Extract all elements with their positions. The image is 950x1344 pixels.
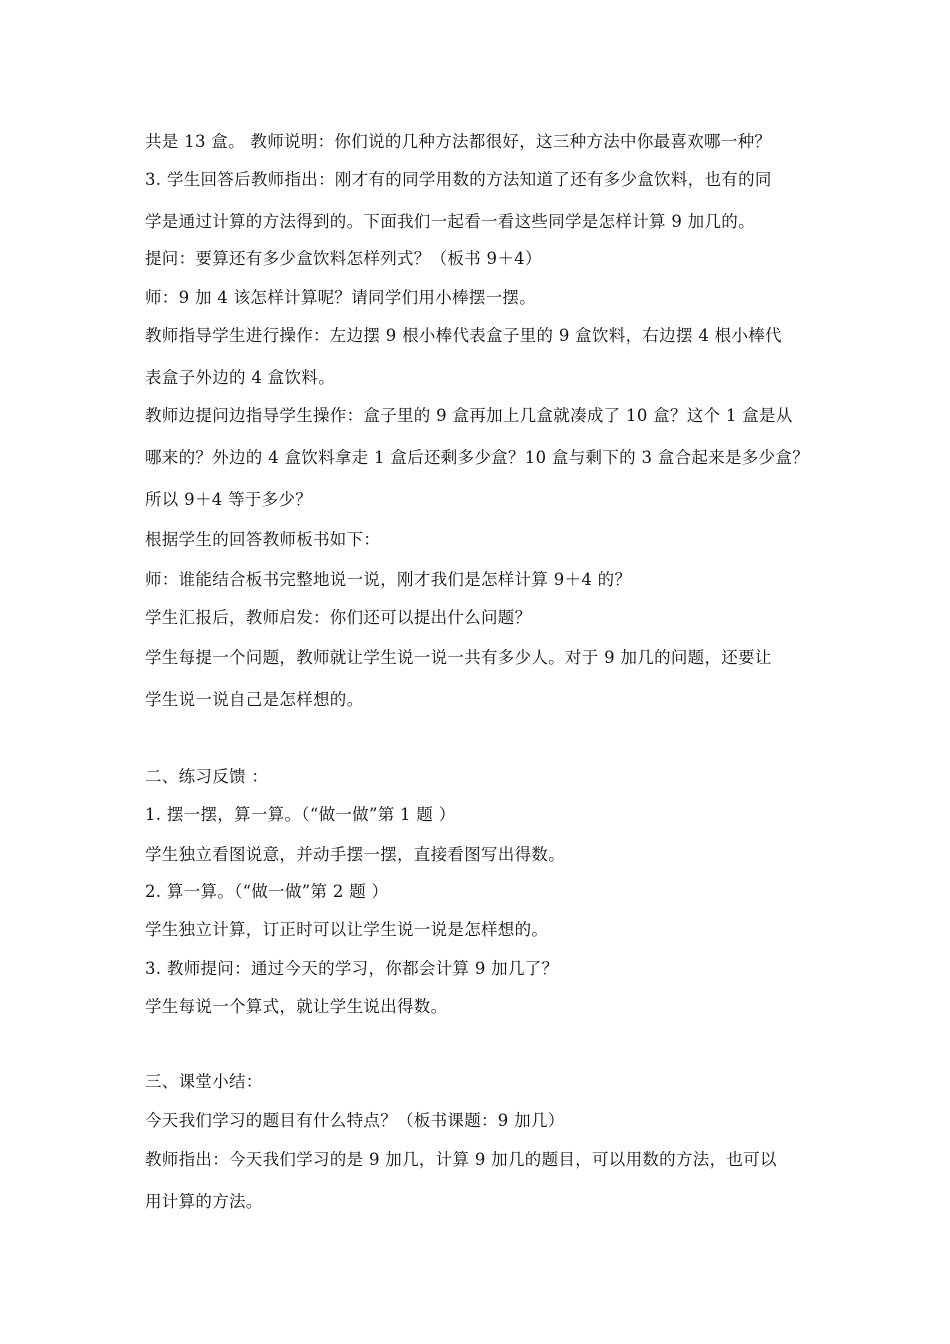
text-line: 学是通过计算的方法得到的。下面我们一起看一看这些同学是怎样计算 9 加几的。 xyxy=(145,212,755,231)
text-line: 教师边提问边指导学生操作：盒子里的 9 盒再加上几盒就凑成了 10 盒？这个 1 盒是从 xyxy=(145,406,793,425)
text-line: 1. 摆一摆，算一算。（“做一做”第 1 题 ） xyxy=(145,805,456,824)
text-line: 学生说一说自己是怎样想的。 xyxy=(145,690,364,709)
text-line: 提问：要算还有多少盒饮料怎样列式？（板书 9＋4） xyxy=(145,249,542,268)
text-line: 用计算的方法。 xyxy=(145,1192,263,1211)
text-line: 师：9 加 4 该怎样计算呢？请同学们用小棒摆一摆。 xyxy=(145,288,537,307)
text-line: 三、课堂小结： xyxy=(145,1072,263,1091)
text-line: 哪来的？外边的 4 盒饮料拿走 1 盒后还剩多少盒？10 盒与剩下的 3 盒合起来是多少盒？ xyxy=(145,448,810,467)
text-line: 3. 教师提问：通过今天的学习，你都会计算 9 加几了？ xyxy=(145,959,559,978)
text-line: 学生汇报后，教师启发：你们还可以提出什么问题？ xyxy=(145,608,532,627)
text-line: 根据学生的回答教师板书如下： xyxy=(145,530,381,549)
text-line: 3. 学生回答后教师指出：刚才有的同学用数的方法知道了还有多少盒饮料，也有的同 xyxy=(145,170,772,189)
text-line: 学生每说一个算式，就让学生说出得数。 xyxy=(145,997,448,1016)
text-line: 2. 算一算。（“做一做”第 2 题 ） xyxy=(145,882,389,901)
text-line: 共是 13 盒。 教师说明：你们说的几种方法都很好，这三种方法中你最喜欢哪一种？ xyxy=(145,132,772,151)
text-line: 教师指出：今天我们学习的是 9 加几，计算 9 加几的题目，可以用数的方法，也可以 xyxy=(145,1150,777,1169)
text-line: 学生独立看图说意，并动手摆一摆，直接看图写出得数。 xyxy=(145,845,565,864)
text-line: 教师指导学生进行操作：左边摆 9 根小棒代表盒子里的 9 盒饮料，右边摆 4 根小棒代 xyxy=(145,326,782,345)
text-line: 今天我们学习的题目有什么特点？（板书课题：9 加几） xyxy=(145,1111,565,1130)
text-line: 表盒子外边的 4 盒饮料。 xyxy=(145,368,335,387)
text-line: 所以 9＋4 等于多少？ xyxy=(145,490,313,509)
text-line: 二、练习反馈 ： xyxy=(145,767,269,786)
text-line: 学生独立计算，订正时可以让学生说一说是怎样想的。 xyxy=(145,920,549,939)
text-line: 师：谁能结合板书完整地说一说，刚才我们是怎样计算 9＋4 的？ xyxy=(145,570,632,589)
text-line: 学生每提一个问题，教师就让学生说一说一共有多少人。对于 9 加几的问题，还要让 xyxy=(145,648,772,667)
